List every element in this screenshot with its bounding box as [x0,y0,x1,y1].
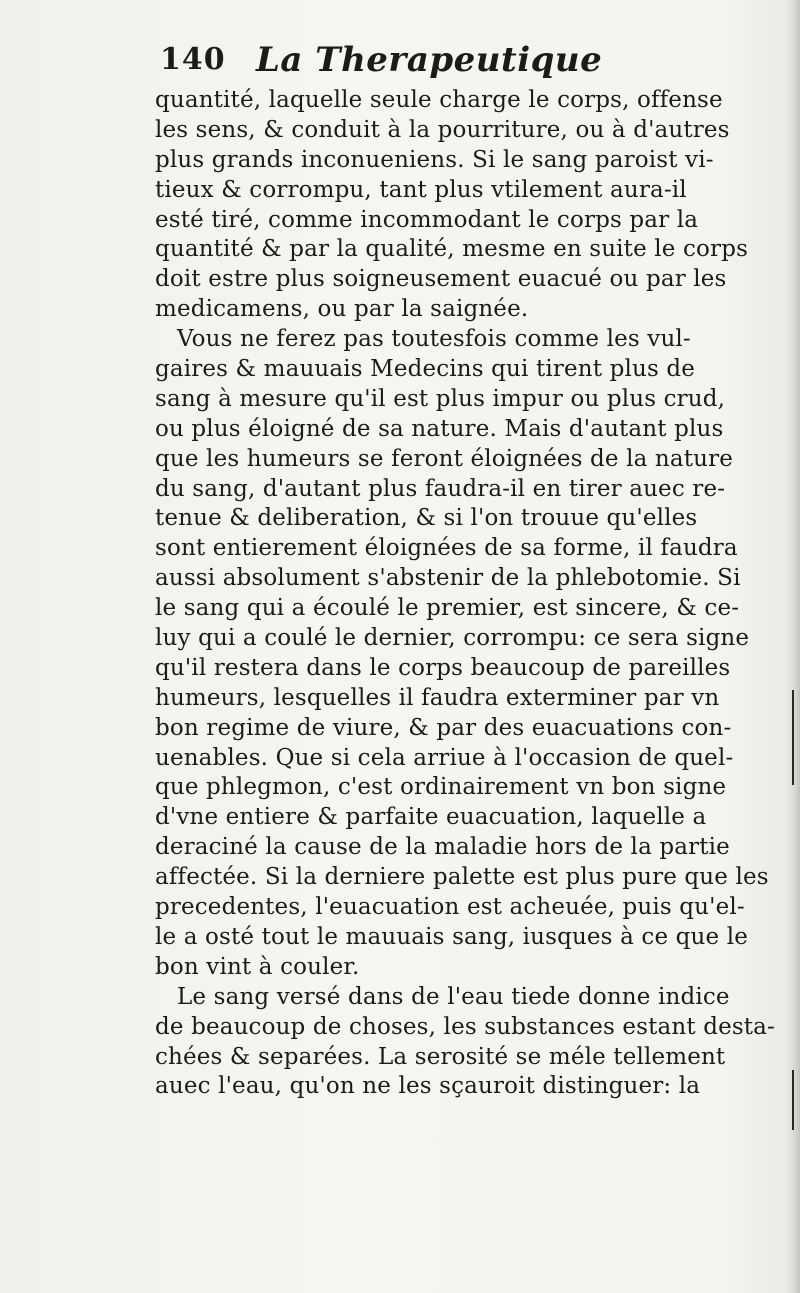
text-line: ou plus éloigné de sa nature. Mais d'autant plus [155,415,724,442]
margin-mark [792,1070,794,1130]
body-text [155,86,775,1102]
text-line: chées & separées. La serosité se méle tellement [155,1043,726,1070]
text-line: sang à mesure qu'il est plus impur ou plus crud, [155,385,726,412]
page-number: 140 [160,42,226,77]
text-line: bon regime de viure, & par des euacuations con- [155,714,732,741]
text-line: du sang, d'autant plus faudra-il en tirer auec re- [155,475,726,502]
text-line: aussi absolument s'abstenir de la phlebotomie. Si [155,565,741,592]
running-title: La Therapeutique [256,40,603,80]
text-line: qu'il restera dans le corps beaucoup de pareilles [155,654,731,681]
text-line: quantité, laquelle seule charge le corps, offense [155,87,723,113]
text-line: doit estre plus soigneusement euacué ou par les [155,266,727,293]
text-line: esté tiré, comme incommodant le corps par la [155,206,699,233]
text-line: sont entierement éloignées de sa forme, il faudra [155,535,738,562]
text-line: deraciné la cause de la maladie hors de la partie [155,834,730,861]
text-line: bon vint à couler. [155,953,360,980]
text-line: affectée. Si la derniere palette est plus pure que les [155,864,769,891]
text-line: tenue & deliberation, & si l'on trouue qu'elles [155,505,698,532]
text-line: luy qui a coulé le dernier, corrompu: ce sera signe [155,625,750,652]
text-line: de beaucoup de choses, les substances estant desta- [155,1013,775,1040]
text-line: auec l'eau, qu'on ne les sçauroit distinguer: la [155,1073,701,1100]
text-line: que les humeurs se feront éloignées de la nature [155,445,734,472]
margin-mark [792,690,794,785]
text-line: plus grands inconueniens. Si le sang paroist vi- [155,146,714,173]
paragraph-start-line: Vous ne ferez pas toutesfois comme les vul- [177,326,691,353]
text-line: gaires & mauuais Medecins qui tirent plus de [155,356,696,383]
text-line: d'vne entiere & parfaite euacuation, laquelle a [155,804,707,831]
text-line: humeurs, lesquelles il faudra exterminer par vn [155,684,720,711]
text-line: tieux & corrompu, tant plus vtilement aura-il [155,176,687,203]
text-line: le sang qui a écoulé le premier, est sincere, & ce- [155,595,740,622]
text-line: medicamens, ou par la saignée. [155,296,529,323]
text-line: precedentes, l'euacuation est acheuée, puis qu'el- [155,894,745,921]
paragraph-start-line: Le sang versé dans de l'eau tiede donne indice [177,983,730,1010]
running-head [160,42,720,92]
text-line: uenables. Que si cela arriue à l'occasion de quel- [155,744,734,771]
text-line: le a osté tout le mauuais sang, iusques à ce que le [155,923,748,950]
text-line: les sens, & conduit à la pourriture, ou à d'autres [155,116,730,143]
text-line: quantité & par la qualité, mesme en suite le corps [155,236,749,263]
text-line: que phlegmon, c'est ordinairement vn bon signe [155,774,727,801]
